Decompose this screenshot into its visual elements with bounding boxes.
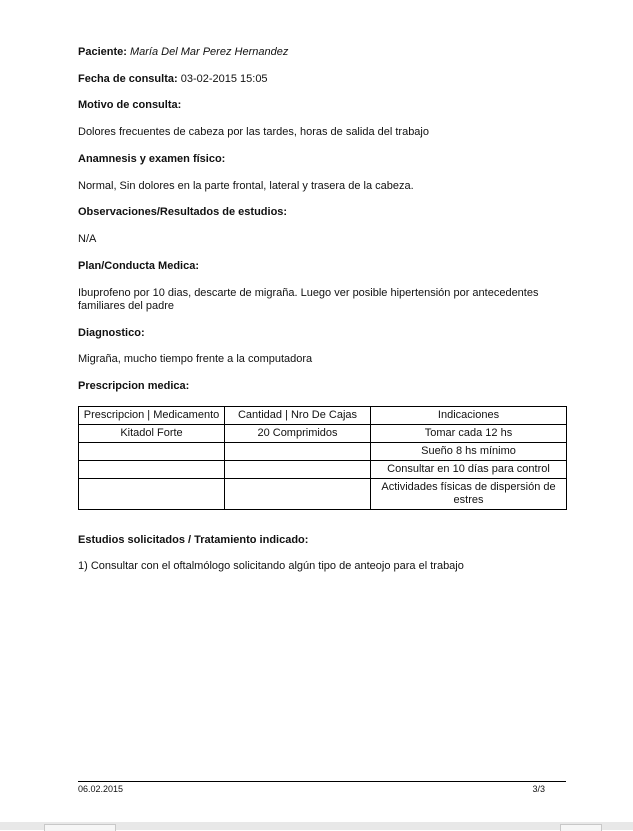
consult-date-value: 03-02-2015 15:05 [180,73,268,85]
table-cell-quantity: 20 Comprimidos [225,425,371,443]
table-header-indications: Indicaciones [371,407,567,425]
motivo-text: Dolores frecuentes de cabeza por las tardes, horas de salida del trabajo [78,126,429,138]
table-cell-medication [79,443,225,461]
table-cell-medication [79,461,225,479]
footer-page-number: 3/3 [532,784,545,794]
table-cell-quantity [225,479,371,510]
table-header-quantity: Cantidad | Nro De Cajas [225,407,371,425]
diagnostico-heading: Diagnostico: [78,327,145,339]
estudios-heading: Estudios solicitados / Tratamiento indicado: [78,534,309,546]
consult-date-line [78,73,268,86]
viewer-margin [607,5,633,822]
table-row [79,443,567,461]
motivo-heading: Motivo de consulta: [78,99,182,111]
patient-line [78,46,288,59]
plan-text: Ibuprofeno por 10 dias, descarte de migraña. Luego ver posible hipertensión por antecedentes familiares del padre [78,287,539,312]
footer-date: 06.02.2015 [78,784,124,794]
diagnostico-text: Migraña, mucho tiempo frente a la computadora [78,353,313,365]
viewer-bottom-bar [0,822,633,830]
patient-label: Paciente: [78,46,127,58]
observaciones-heading: Observaciones/Resultados de estudios: [78,206,288,218]
table-cell-indications: Tomar cada 12 hs [371,425,567,443]
footer-divider [78,781,566,782]
table-cell-quantity [225,461,371,479]
table-cell-medication [79,479,225,510]
table-cell-indications: Actividades físicas de dispersión de estres [371,479,567,510]
table-cell-quantity [225,443,371,461]
plan-heading: Plan/Conducta Medica: [78,260,200,272]
anamnesis-heading: Anamnesis y examen físico: [78,153,226,165]
table-row [79,425,567,443]
estudios-text: 1) Consultar con el oftalmólogo solicitando algún tipo de anteojo para el trabajo [78,560,464,572]
table-cell-medication: Kitadol Forte [79,425,225,443]
table-row [79,461,567,479]
observaciones-text: N/A [78,233,97,245]
consult-date-label: Fecha de consulta: [78,73,178,85]
patient-name: María Del Mar Perez Hernandez [129,46,289,58]
table-header-row [79,407,567,425]
table-row [79,479,567,510]
prescription-table [78,406,567,510]
anamnesis-text: Normal, Sin dolores en la parte frontal, lateral y trasera de la cabeza. [78,180,414,192]
table-cell-indications: Consultar en 10 días para control [371,461,567,479]
table-header-medication: Prescripcion | Medicamento [79,407,225,425]
prescripcion-heading: Prescripcion medica: [78,380,190,392]
table-cell-indications: Sueño 8 hs mínimo [371,443,567,461]
